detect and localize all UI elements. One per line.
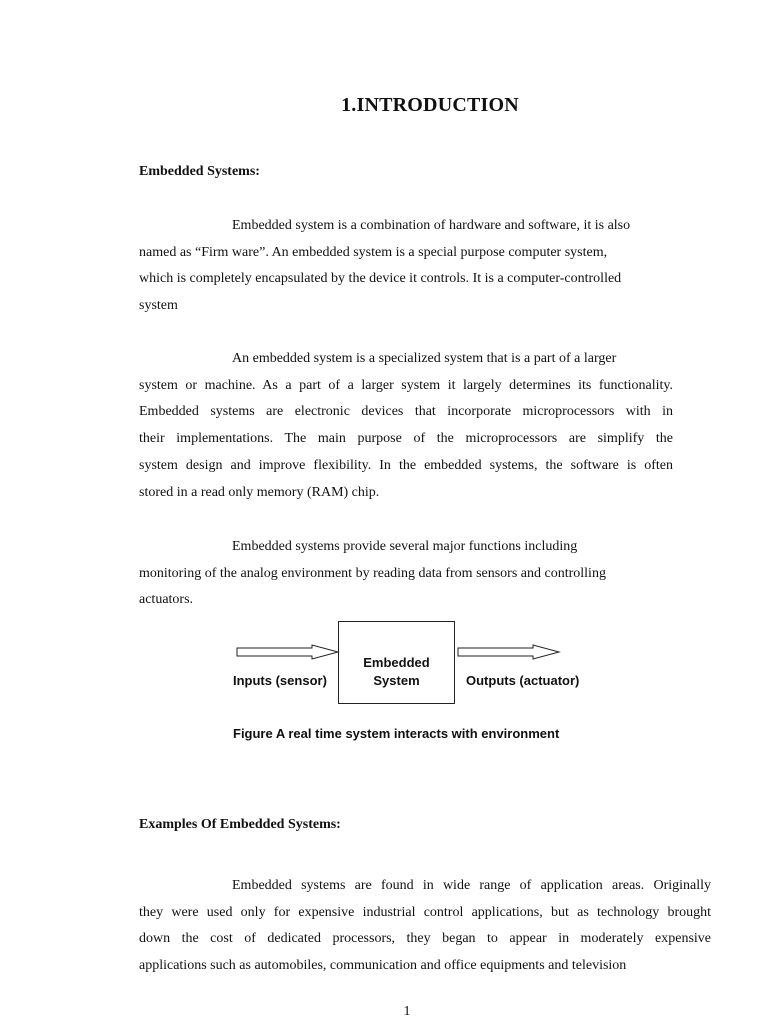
- paragraph-line: Embedded system is a combination of hardware and software, it is also: [232, 218, 631, 233]
- paragraph-examples: [139, 873, 711, 980]
- input-arrow: [237, 645, 338, 659]
- embedded-system-box-label: [338, 654, 455, 690]
- paragraph-line: applications such as automobiles, communication and office equipments and television: [139, 958, 627, 974]
- paragraph-line: actuators.: [139, 592, 194, 608]
- paragraph-line: Embedded systems are found in wide range of application areas. Originally: [232, 878, 711, 893]
- box-label-line: Embedded: [363, 655, 430, 670]
- page-title: 1.INTRODUCTION: [341, 94, 519, 116]
- paragraph-line: monitoring of the analog environment by reading data from sensors and controlling: [139, 565, 606, 581]
- section-heading-examples: Examples Of Embedded Systems:: [139, 817, 341, 832]
- paragraph-line: stored in a read only memory (RAM) chip.: [139, 484, 380, 500]
- paragraph-line: their implementations. The main purpose of the microprocessors are simplify the: [139, 431, 673, 447]
- input-label: Inputs (sensor): [233, 673, 327, 688]
- paragraph-line: they were used only for expensive industrial control applications, but as technology brought: [139, 904, 711, 920]
- paragraph-line: Embedded systems provide several major functions including: [232, 539, 578, 554]
- output-arrow: [458, 645, 559, 659]
- paragraph-line: system: [139, 298, 178, 314]
- page-number: 1: [403, 1004, 411, 1019]
- paragraph-line: system or machine. As a part of a larger system it largely determines its functionality.: [139, 377, 673, 393]
- paragraph-line: down the cost of dedicated processors, they began to appear in moderately expensive: [139, 931, 711, 947]
- box-label-line: System: [373, 673, 420, 688]
- paragraph-line: system design and improve flexibility. In the embedded systems, the software is often: [139, 457, 673, 473]
- paragraph-line: An embedded system is a specialized system that is a part of a larger: [232, 351, 617, 366]
- paragraph-line: which is completely encapsulated by the device it controls. It is a computer-controlled: [139, 271, 622, 287]
- figure-caption: Figure A real time system interacts with environment: [233, 726, 560, 741]
- section-heading-embedded-systems: Embedded Systems:: [139, 164, 260, 179]
- paragraph-line: named as “Firm ware”. An embedded system is a special purpose computer system,: [139, 244, 608, 260]
- paragraph-line: Embedded systems are electronic devices that incorporate microprocessors with in: [139, 404, 673, 420]
- output-label: Outputs (actuator): [466, 673, 580, 688]
